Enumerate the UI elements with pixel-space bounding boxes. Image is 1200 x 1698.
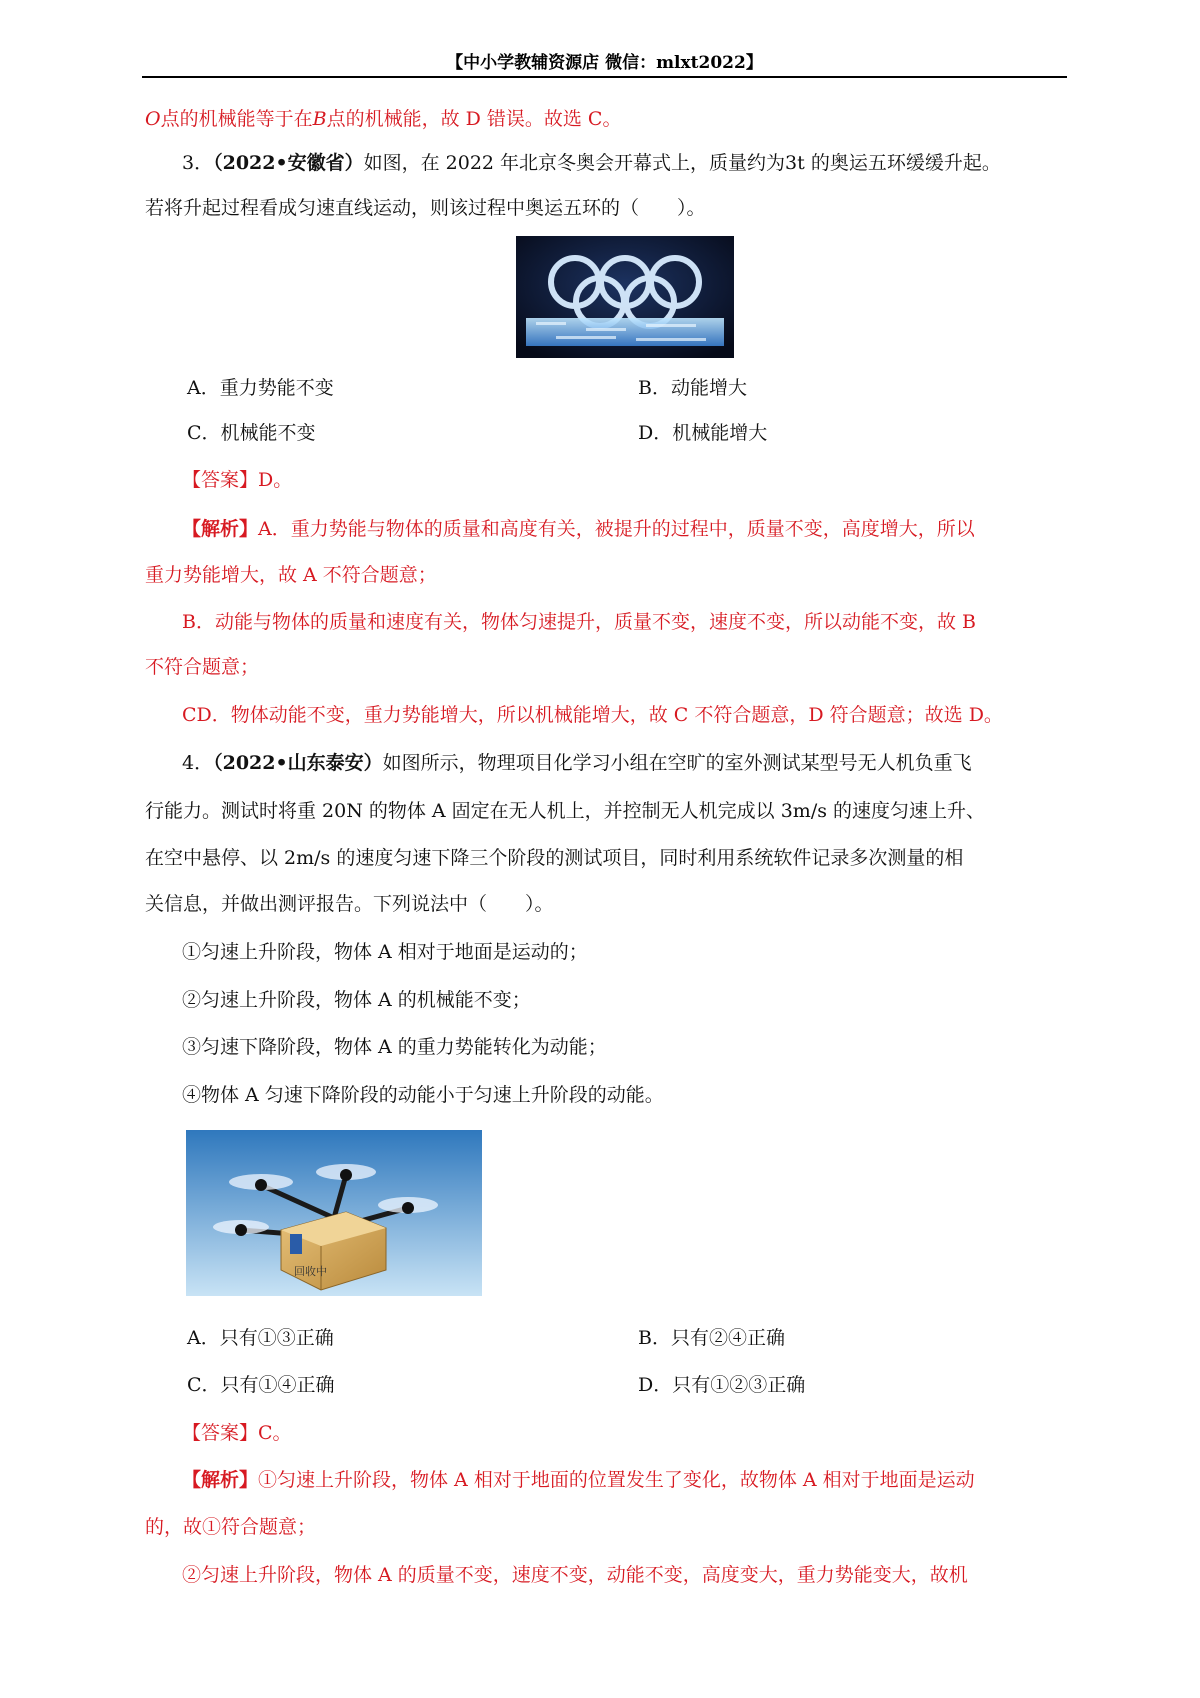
question-source: （2022•安徽省） [213, 152, 364, 174]
explanation-tag: 【解析】 [182, 518, 259, 540]
q4-stem [182, 748, 972, 778]
q3-explanation-1b: 重力势能增大，故 A 不符合题意； [145, 564, 437, 586]
q3-answer: 【答案】D。 [182, 469, 293, 491]
question-text: 如图所示，物理项目化学习小组在空旷的室外测试某型号无人机负重飞 [382, 752, 972, 774]
answer-continuation [145, 104, 621, 134]
page-header: 【中小学教辅资源店 微信：mlxt2022】 [446, 53, 763, 73]
q4-option-c: C．只有①④正确 [187, 1374, 335, 1396]
text: ①匀速上升阶段，物体 A 相对于地面的位置发生了变化，故物体 A 相对于地面是运动 [258, 1469, 975, 1491]
q3-option-a: A．重力势能不变 [187, 377, 334, 399]
text: 点的机械能，故 D 错误。故选 C。 [326, 108, 622, 130]
question-number: 4． [182, 752, 214, 774]
q4-explanation-1 [182, 1465, 975, 1495]
q4-statement-3: ③匀速下降阶段，物体 A 的重力势能转化为动能； [182, 1036, 607, 1058]
text: 点的机械能等于在 [160, 108, 313, 130]
q4-explanation-2: ②匀速上升阶段，物体 A 的质量不变，速度不变，动能不变，高度变大，重力势能变大，故机 [182, 1564, 968, 1586]
q3-explanation-2: B．动能与物体的质量和速度有关，物体匀速提升，质量不变，速度不变，所以动能不变，故 B [182, 611, 976, 633]
q4-statement-4: ④物体 A 匀速下降阶段的动能小于匀速上升阶段的动能。 [182, 1084, 664, 1106]
olympic-rings-image [516, 236, 734, 358]
text: A．重力势能与物体的质量和高度有关，被提升的过程中，质量不变，高度增大，所以 [258, 518, 975, 540]
point-b: B [312, 108, 327, 130]
olympic-rings-icon [516, 236, 734, 358]
delivery-drone-icon [186, 1130, 482, 1296]
q4-statement-1: ①匀速上升阶段，物体 A 相对于地面是运动的； [182, 941, 588, 963]
q3-explanation-1 [182, 514, 975, 544]
point-o: O [145, 108, 161, 130]
question-text: 如图，在 2022 年北京冬奥会开幕式上，质量约为3t 的奥运五环缓缓升起。 [363, 152, 1001, 174]
q4-option-b: B．只有②④正确 [638, 1327, 785, 1349]
q3-option-c: C．机械能不变 [187, 422, 316, 444]
q4-explanation-1b: 的，故①符合题意； [145, 1516, 317, 1538]
q3-option-b: B．动能增大 [638, 377, 747, 399]
q4-stem-line4: 关信息，并做出测评报告。下列说法中（ ）。 [145, 893, 554, 915]
question-number: 3． [182, 152, 214, 174]
header-divider [142, 76, 1067, 78]
q3-stem-line2: 若将升起过程看成匀速直线运动，则该过程中奥运五环的（ ）。 [145, 197, 706, 219]
q3-option-d: D．机械能增大 [638, 422, 768, 444]
q3-stem [182, 148, 1001, 178]
q4-statement-2: ②匀速上升阶段，物体 A 的机械能不变； [182, 989, 531, 1011]
q3-explanation-2b: 不符合题意； [145, 656, 260, 678]
q4-stem-line3: 在空中悬停、以 2m/s 的速度匀速下降三个阶段的测试项目，同时利用系统软件记录多次测量的相 [145, 847, 964, 869]
q4-option-a: A．只有①③正确 [187, 1327, 334, 1349]
question-source: （2022•山东泰安） [213, 752, 383, 774]
q4-option-d: D．只有①②③正确 [638, 1374, 806, 1396]
q4-answer: 【答案】C。 [182, 1422, 292, 1444]
box-label: 回收中 [294, 1265, 327, 1278]
q4-stem-line2: 行能力。测试时将重 20N 的物体 A 固定在无人机上，并控制无人机完成以 3m/s 的速度匀速上升、 [145, 800, 986, 822]
explanation-tag: 【解析】 [182, 1469, 259, 1491]
drone-image [186, 1130, 482, 1296]
q3-explanation-3: CD．物体动能不变，重力势能增大，所以机械能增大，故 C 不符合题意，D 符合题意；故选 D。 [182, 704, 1003, 726]
